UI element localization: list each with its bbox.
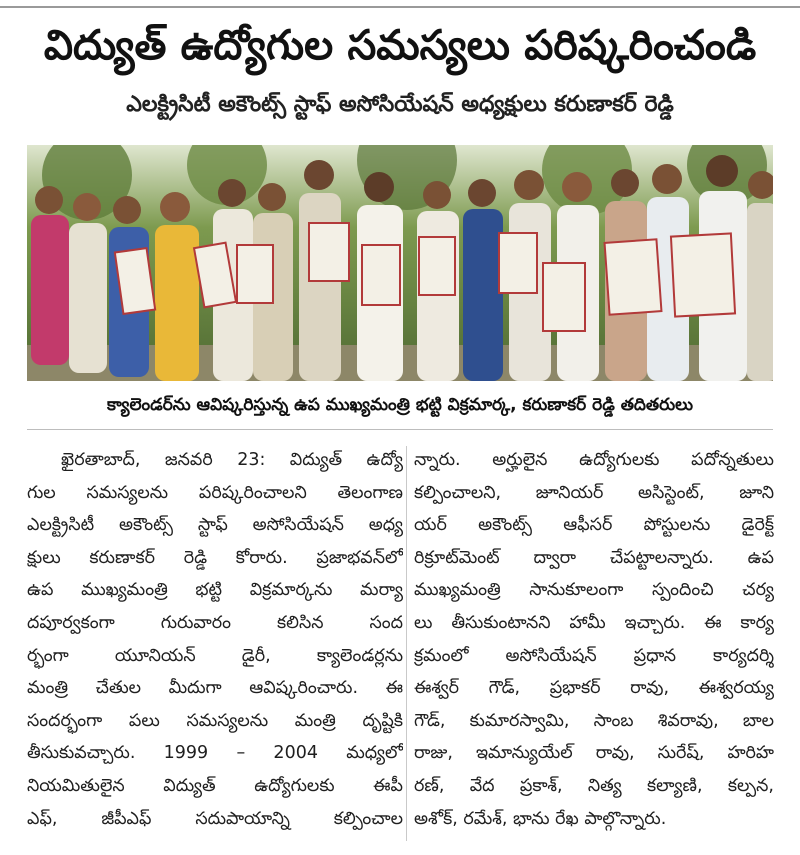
body-line: నియమితులైన విద్యుత్ ఉద్యోగులకు ఈపీ bbox=[27, 775, 403, 796]
body-line: మంత్రి చేతుల మీదుగా ఆవిష్కరించారు. ఈ bbox=[27, 678, 403, 699]
photo-caption-bar bbox=[27, 381, 773, 430]
body-line: యర్ అకౌంట్స్ ఆఫీసర్ పోస్టులను డైరెక్ట్ bbox=[414, 515, 774, 536]
news-photo bbox=[27, 145, 773, 381]
body-line: లు తీసుకుంటానని హామీ ఇచ్చారు. ఈ కార్య bbox=[414, 612, 774, 633]
body-line: ర్భంగా యూనియన్ డైరీ, క్యాలెండర్లను bbox=[27, 645, 403, 666]
body-line: ఎఫ్, జీపీఎఫ్ సదుపాయాన్ని కల్పించాల bbox=[27, 808, 403, 829]
body-line: గౌడ్, కుమారస్వామి, సాంబ శివరావు, బాల bbox=[414, 710, 774, 731]
headline: విద్యుత్ ఉద్యోగుల సమస్యలు పరిష్కరించండి bbox=[43, 21, 757, 69]
article-body-left-column bbox=[27, 444, 403, 835]
body-line: ఈశ్వర్ గౌడ్, ప్రభాకర్ రావు, ఈశ్వరయ్య bbox=[414, 678, 774, 699]
body-line: కల్పించాలని, జూనియర్ అసిస్టెంట్, జూని bbox=[414, 482, 774, 503]
top-rule bbox=[0, 6, 800, 8]
body-line: ఎలక్ట్రిసిటీ అకౌంట్స్ స్టాఫ్ అసోసియేషన్ అధ్య bbox=[27, 515, 403, 536]
subheadline: ఎలక్ట్రిసిటీ అకౌంట్స్ స్టాఫ్ అసోసియేషన్ అధ్యక్షులు కరుణాకర్ రెడ్డి bbox=[126, 92, 674, 117]
article-body-right-column bbox=[414, 444, 774, 835]
body-line: గుల సమస్యలను పరిష్కరించాలని తెలంగాణ bbox=[27, 482, 403, 503]
body-line: తీసుకువచ్చారు. 1999 – 2004 మధ్యలో bbox=[27, 743, 403, 764]
body-line: ఖైరతాబాద్, జనవరి 23: విద్యుత్ ఉద్యో bbox=[61, 450, 403, 470]
body-line: దపూర్వకంగా గురువారం కలిసిన సంద bbox=[27, 612, 403, 633]
body-line: ఉప ముఖ్యమంత్రి భట్టి విక్రమార్కను మర్యా bbox=[27, 580, 403, 601]
group-photo-illustration bbox=[27, 145, 773, 381]
body-line: అశోక్, రమేశ్, భాను రేఖ పాల్గొన్నారు. bbox=[414, 808, 667, 829]
body-line: సందర్భంగా పలు సమస్యలను మంత్రి దృష్టికి bbox=[27, 710, 403, 731]
body-line: న్నారు. అర్హులైన ఉద్యోగులకు పదోన్నతులు bbox=[414, 450, 774, 470]
body-line: ముఖ్యమంత్రి సానుకూలంగా స్పందించి చర్య bbox=[414, 580, 774, 601]
body-line: క్షులు కరుణాకర్ రెడ్డి కోరారు. ప్రజాభవన్‌లో bbox=[27, 547, 403, 568]
body-line: క్రమంలో అసోసియేషన్ ప్రధాన కార్యదర్శి bbox=[414, 645, 774, 666]
body-line: రిక్రూట్‌మెంట్ ద్వారా చేపట్టాలన్నారు. ఉప bbox=[414, 547, 774, 568]
photo-caption: క్యాలెండర్‌ను ఆవిష్కరిస్తున్న ఉప ముఖ్యమంత్రి భట్టి విక్రమార్క, కరుణాకర్ రెడ్డి తదితరులు bbox=[106, 395, 694, 415]
body-line: రాజు, ఇమాన్యుయేల్ రావు, సురేష్, హరిహ bbox=[414, 743, 774, 764]
body-line: రణ్, వేద ప్రకాశ్, నిత్య కల్యాణి, కల్పన, bbox=[414, 775, 774, 796]
column-divider bbox=[406, 446, 407, 841]
